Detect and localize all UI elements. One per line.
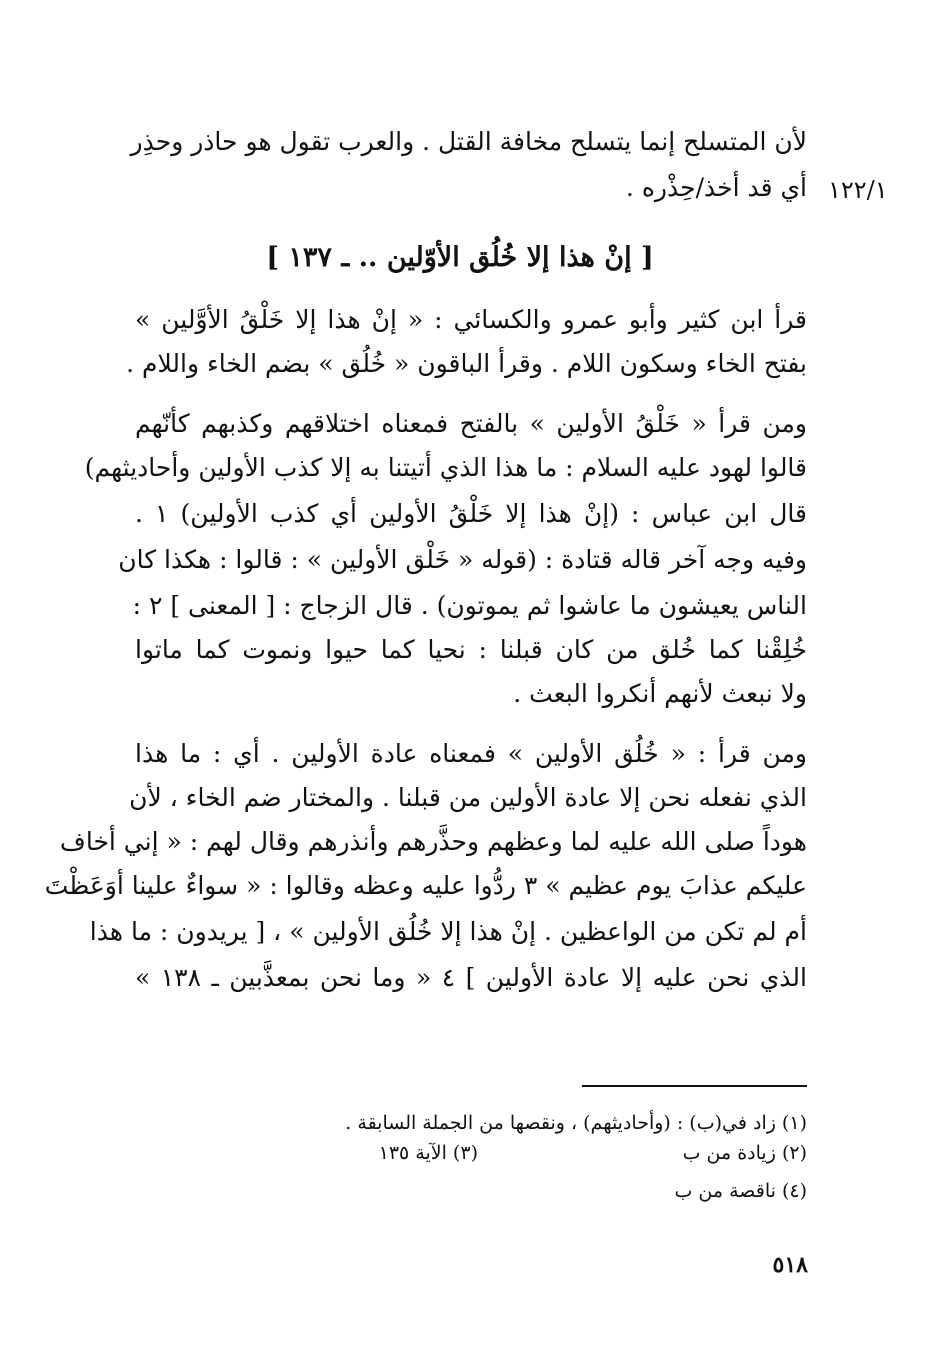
para2-line-3: قال ابن عباس : (إنْ هذا إلا خَلْقُ الأولين أي كذب الأولين) ١ . (135, 499, 807, 528)
intro-line-1: لأن المتسلح إنما يتسلح مخافة القتل . والعرب تقول هو حاذر وحذِر (130, 127, 807, 156)
para3-line-6: الذي نحن عليه إلا عادة الأولين ] ٤ « وما نحن بمعذَّبين ـ ١٣٨ » (135, 963, 807, 992)
intro-line-2: أي قد أخذ/حِذْره . (625, 173, 807, 202)
para1-line-2: بفتح الخاء وسكون اللام . وقرأ الباقون « خُلُق » بضم الخاء واللام . (126, 349, 807, 378)
section-heading: [ إنْ هذا إلا خُلُق الأوّلين .. ـ ١٣٧ ] (266, 242, 654, 273)
para3-line-1: ومن قرأ : « خُلُق الأولين » فمعناه عادة الأولين . أي : ما هذا (135, 739, 807, 768)
para2-line-7: ولا نبعث لأنهم أنكروا البعث . (513, 679, 807, 708)
footnote-4: (٤) ناقصة من ب (674, 1180, 807, 1202)
para1-line-1: قرأ ابن كثير وأبو عمرو والكسائي : « إنْ هذا إلا خَلْقُ الأوَّلين » (135, 305, 807, 334)
footnote-1: (١) زاد في(ب) : (وأحاديثهم) ، ونقصها من الجملة السابقة . (345, 1112, 807, 1134)
para2-line-1: ومن قرأ « خَلْقُ الأولين » بالفتح فمعناه اختلاقهم وكذبهم كأنّهم (135, 409, 807, 438)
page-number: ٥١٨ (772, 1252, 808, 1278)
footnote-3: (٣) الآية ١٣٥ (378, 1142, 478, 1164)
para2-line-2: قالوا لهود عليه السلام : ما هذا الذي أتيتنا به إلا كذب الأولين وأحاديثهم) (84, 453, 807, 482)
footnote-2: (٢) زيادة من ب (682, 1142, 807, 1164)
para2-line-4: وفيه وجه آخر قاله قتادة : (قوله « خَلْق الأولين » : قالوا : هكذا كان (118, 545, 807, 574)
para3-line-2: الذي نفعله نحن إلا عادة الأولين من قبلنا . والمختار ضم الخاء ، لأن (129, 783, 807, 812)
footnote-rule (582, 1085, 807, 1087)
para3-line-4: عليكم عذابَ يوم عظيم » ٣ ردُّوا عليه وعظه وقالوا : « سواءٌ علينا أوَعَظْتَ (44, 871, 807, 900)
margin-reference: ١٢٢/١ (828, 176, 888, 204)
para3-line-5: أم لم تكن من الواعظين . إنْ هذا إلا خُلُق الأولين » ، [ يريدون : ما هذا (89, 917, 807, 946)
para2-line-5: الناس يعيشون ما عاشوا ثم يموتون) . قال الزجاج : [ المعنى ] ٢ : (132, 591, 807, 620)
para3-line-3: هوداً صلى الله عليه لما وعظهم وحذَّرهم وأنذرهم وقال لهم : « إني أخاف (59, 827, 807, 856)
para2-line-6: خُلِقْنا كما خُلق من كان قبلنا : نحيا كما حيوا ونموت كما ماتوا (135, 635, 807, 664)
